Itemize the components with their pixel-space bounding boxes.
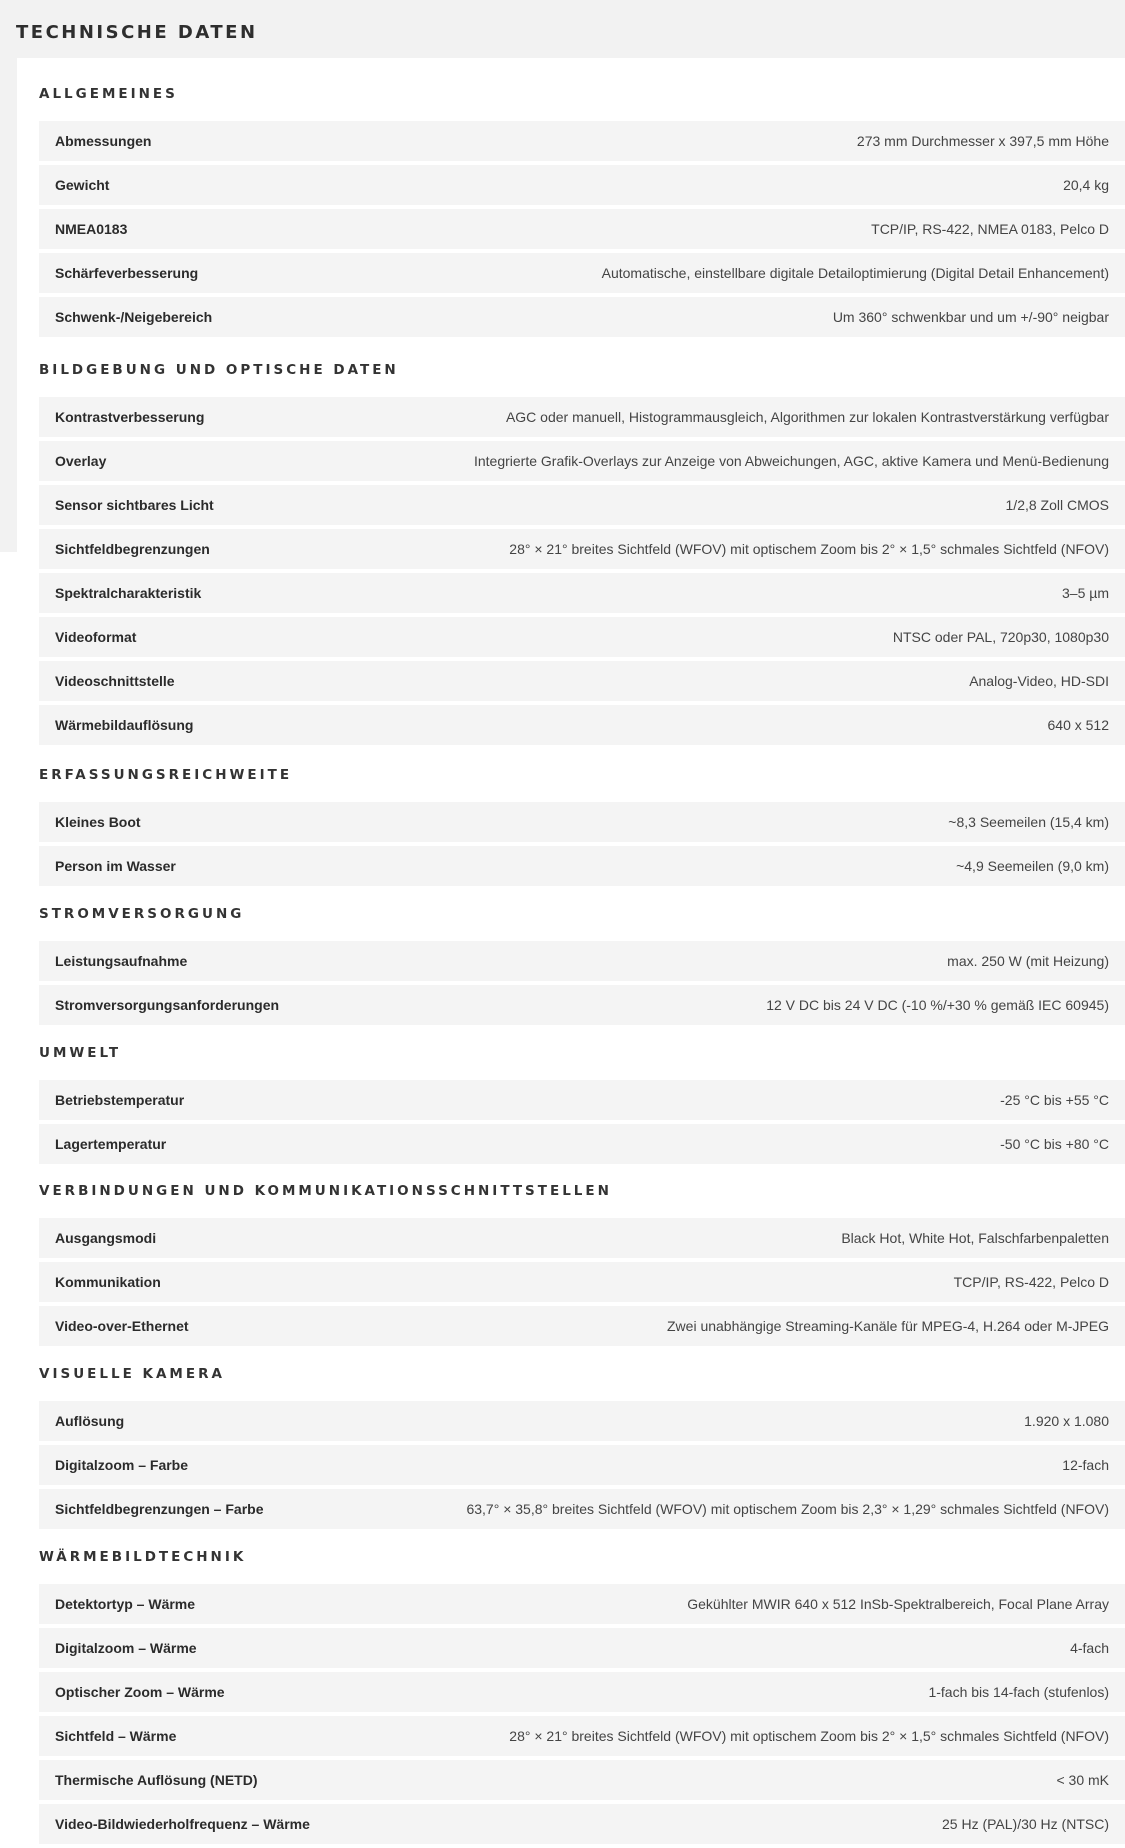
spec-value: 20,4 kg [1063,177,1109,193]
spec-row [39,209,1125,249]
section-bildgebung [17,358,1125,749]
section-stromversorgung [17,902,1125,1029]
section-title: UMWELT [39,1045,122,1061]
spec-value: Analog-Video, HD-SDI [969,673,1109,689]
spec-row [39,573,1125,613]
section-waermebildtechnik [17,1545,1125,1848]
spec-row [39,617,1125,657]
spec-row [39,1080,1125,1120]
spec-row [39,1401,1125,1441]
spec-value: Automatische, einstellbare digitale Detailoptimierung (Digital Detail Enhancement) [601,265,1109,281]
spec-row [39,253,1125,293]
spec-value: 12 V DC bis 24 V DC (-10 %/+30 % gemäß IEC 60945) [766,997,1109,1013]
spec-label: Ausgangsmodi [55,1230,157,1246]
spec-row [39,1672,1125,1712]
spec-label: Optischer Zoom – Wärme [55,1684,225,1700]
section-title: STROMVERSORGUNG [39,906,245,922]
spec-value: 28° × 21° breites Sichtfeld (WFOV) mit optischem Zoom bis 2° × 1,5° schmales Sichtfeld (NFOV) [509,541,1109,557]
spec-row [39,1804,1125,1844]
spec-label: Person im Wasser [55,858,176,874]
spec-label: Stromversorgungsanforderungen [55,997,280,1013]
section-title: ALLGEMEINES [39,86,178,102]
spec-list [17,397,1125,745]
spec-label: Kleines Boot [55,814,141,830]
spec-value: 1-fach bis 14-fach (stufenlos) [928,1684,1109,1700]
spec-row [39,297,1125,337]
section-title: ERFASSUNGSREICHWEITE [39,767,293,783]
spec-row [39,661,1125,701]
page-title: TECHNISCHE DATEN [16,22,258,43]
spec-label: Video-over-Ethernet [55,1318,189,1334]
spec-value: TCP/IP, RS-422, NMEA 0183, Pelco D [871,221,1109,237]
spec-label: Sichtfeldbegrenzungen – Farbe [55,1501,264,1517]
spec-label: Sichtfeldbegrenzungen [55,541,210,557]
spec-value: 3–5 µm [1062,585,1109,601]
spec-label: Overlay [55,453,107,469]
spec-row [39,397,1125,437]
spec-label: Digitalzoom – Farbe [55,1457,189,1473]
spec-value: ~8,3 Seemeilen (15,4 km) [948,814,1109,830]
spec-row [39,1584,1125,1624]
spec-label: Leistungsaufnahme [55,953,188,969]
spec-label: Videoformat [55,629,137,645]
spec-label: Sichtfeld – Wärme [55,1728,177,1744]
spec-row [39,1262,1125,1302]
spec-value: 640 x 512 [1047,717,1109,733]
spec-value: -50 °C bis +80 °C [1000,1136,1109,1152]
spec-row [39,1628,1125,1668]
spec-list [17,802,1125,886]
spec-value: -25 °C bis +55 °C [1000,1092,1109,1108]
spec-value: Gekühlter MWIR 640 x 512 InSb-Spektralbereich, Focal Plane Array [687,1596,1109,1612]
spec-value: Um 360° schwenkbar und um +/-90° neigbar [832,309,1109,325]
spec-label: Gewicht [55,177,110,193]
spec-value: < 30 mK [1056,1772,1109,1788]
section-verbindungen [17,1179,1125,1350]
spec-row [39,846,1125,886]
spec-row [39,1218,1125,1258]
spec-value: TCP/IP, RS-422, Pelco D [953,1274,1109,1290]
spec-label: Kontrastverbesserung [55,409,205,425]
spec-list [17,1080,1125,1164]
spec-value: NTSC oder PAL, 720p30, 1080p30 [892,629,1109,645]
spec-label: Schärfeverbesserung [55,265,199,281]
spec-value: AGC oder manuell, Histogrammausgleich, Algorithmen zur lokalen Kontrastverstärkung verfügbar [505,409,1109,425]
spec-label: Detektortyp – Wärme [55,1596,196,1612]
spec-label: Abmessungen [55,133,152,149]
spec-value: Integrierte Grafik-Overlays zur Anzeige von Abweichungen, AGC, aktive Kamera und Menü-Bedienung [473,453,1109,469]
section-title: VISUELLE KAMERA [39,1366,225,1382]
spec-value: ~4,9 Seemeilen (9,0 km) [956,858,1109,874]
section-umwelt [17,1041,1125,1168]
spec-list [17,121,1125,337]
spec-row [39,1124,1125,1164]
section-erfassungsreichweite [17,763,1125,890]
spec-row [39,1306,1125,1346]
spec-row [39,165,1125,205]
spec-value: max. 250 W (mit Heizung) [947,953,1109,969]
spec-card [17,58,1125,1842]
spec-label: Auflösung [55,1413,125,1429]
spec-row [39,121,1125,161]
spec-label: Videoschnittstelle [55,673,175,689]
spec-list [17,1218,1125,1346]
spec-label: Thermische Auflösung (NETD) [55,1772,258,1788]
spec-value: 12-fach [1062,1457,1109,1473]
spec-label: Sensor sichtbares Licht [55,497,214,513]
section-title: WÄRMEBILDTECHNIK [39,1549,247,1565]
spec-row [39,529,1125,569]
spec-label: Video-Bildwiederholfrequenz – Wärme [55,1816,310,1832]
spec-label: Betriebstemperatur [55,1092,185,1108]
spec-label: NMEA0183 [55,221,128,237]
spec-value: 28° × 21° breites Sichtfeld (WFOV) mit optischem Zoom bis 2° × 1,5° schmales Sichtfeld (NFOV) [509,1728,1109,1744]
spec-row [39,1445,1125,1485]
section-allgemeines [17,82,1125,341]
spec-row [39,941,1125,981]
spec-value: 1.920 x 1.080 [1024,1413,1109,1429]
spec-list [17,1584,1125,1844]
spec-row [39,485,1125,525]
spec-label: Kommunikation [55,1274,161,1290]
spec-list [17,941,1125,1025]
spec-row [39,802,1125,842]
spec-value: 273 mm Durchmesser x 397,5 mm Höhe [856,133,1109,149]
spec-value: 1/2,8 Zoll CMOS [1005,497,1109,513]
spec-list [17,1401,1125,1529]
spec-row [39,1760,1125,1800]
spec-label: Spektralcharakteristik [55,585,202,601]
spec-row [39,985,1125,1025]
spec-value: 25 Hz (PAL)/30 Hz (NTSC) [942,1816,1109,1832]
spec-value: Black Hot, White Hot, Falschfarbenpaletten [841,1230,1109,1246]
spec-value: 63,7° × 35,8° breites Sichtfeld (WFOV) mit optischem Zoom bis 2,3° × 1,29° schmales Sichtfeld (NFOV) [466,1501,1109,1517]
section-visuelle-kamera [17,1362,1125,1533]
section-title: BILDGEBUNG UND OPTISCHE DATEN [39,362,399,378]
spec-label: Digitalzoom – Wärme [55,1640,197,1656]
spec-value: Zwei unabhängige Streaming-Kanäle für MPEG-4, H.264 oder M-JPEG [667,1318,1109,1334]
spec-row [39,705,1125,745]
spec-label: Schwenk-/Neigebereich [55,309,213,325]
spec-row [39,441,1125,481]
spec-label: Lagertemperatur [55,1136,167,1152]
spec-row [39,1716,1125,1756]
spec-row [39,1489,1125,1529]
section-title: VERBINDUNGEN UND KOMMUNIKATIONSSCHNITTSTELLEN [39,1183,612,1199]
spec-value: 4-fach [1070,1640,1109,1656]
spec-label: Wärmebildauflösung [55,717,194,733]
